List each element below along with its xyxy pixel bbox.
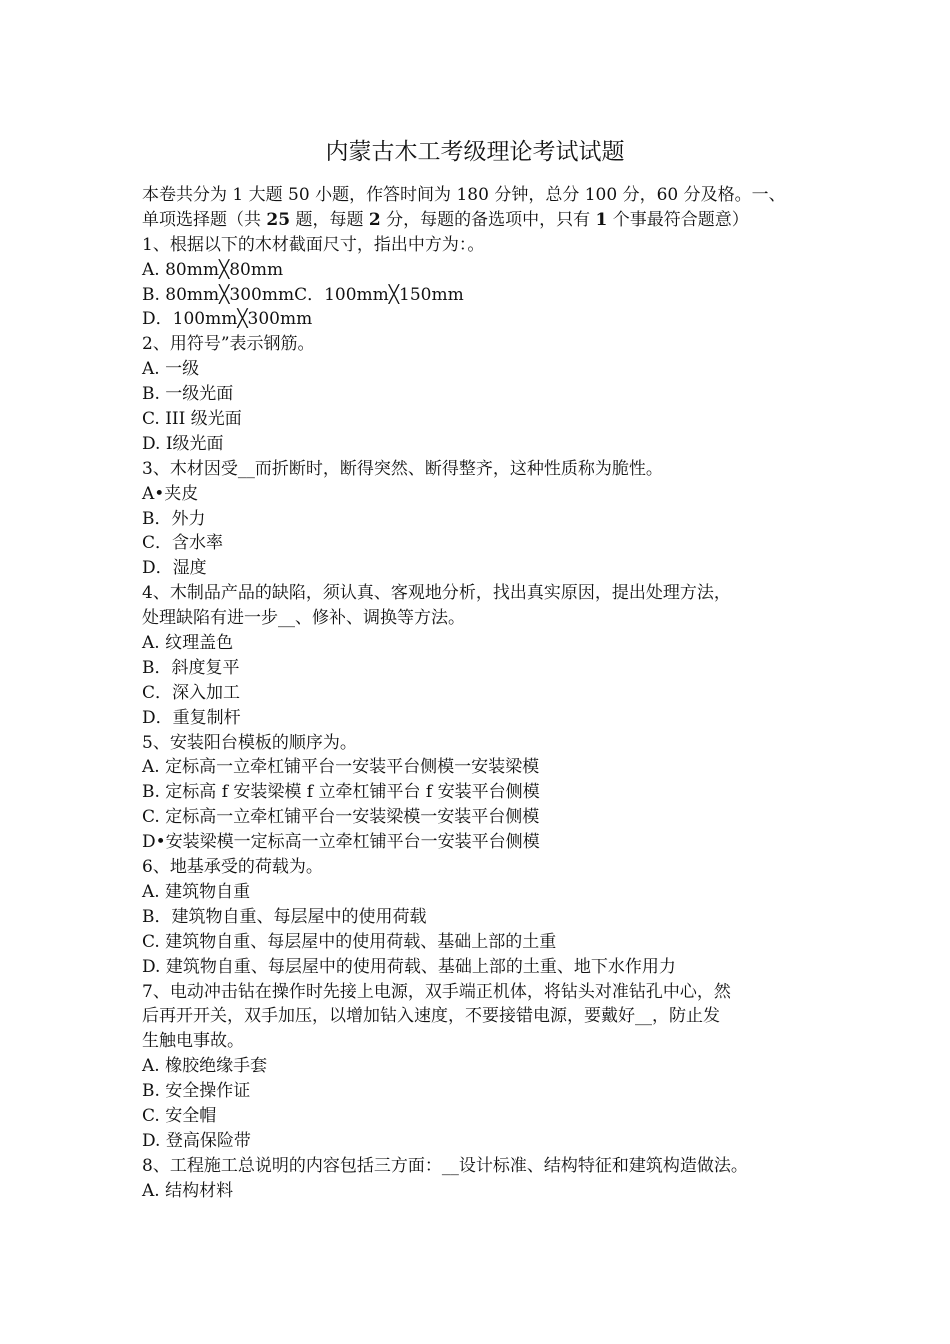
question-stem: 7、电动冲击钻在操作时先接上电源，双手端正机体，将钻头对准钻孔中心，然 [142,981,731,1002]
answer-option: B．建筑物自重、每层屋中的使用荷载 [142,906,427,927]
answer-option: D．重复制杆 [142,707,241,728]
answer-option: D. Ⅰ级光面 [142,433,224,454]
points-per-question: 2 [368,209,381,230]
question-stem-continued: 后再开开关，双手加压，以增加钻入速度，不要接错电源，要戴好__，防止发 [142,1006,720,1027]
answer-option: B. 一级光面 [142,384,234,405]
intro-line-1: 本卷共分为 1 大题 50 小题，作答时间为 180 分钟，总分 100 分，60 分及格。一、 [142,185,786,205]
answer-option: D．湿度 [142,558,207,579]
answer-option: C．深入加工 [142,682,241,703]
answer-option: C. 安全帽 [142,1105,217,1126]
answer-option: B. 定标高 f 安装梁模 f 立牵杠铺平台 f 安装平台侧模 [142,782,540,803]
answer-option: A. 一级 [142,359,200,380]
question-stem-continued: 生触电事故。 [142,1031,244,1052]
intro-text: 个事最符合题意） [607,209,749,230]
question-stem-continued: 处理缺陷有进一步__、修补、调换等方法。 [142,608,465,629]
answer-option: C. III 级光面 [142,409,242,430]
document-title: 内蒙古木工考级理论考试试题 [325,139,625,165]
answer-option: C．含水率 [142,533,224,554]
intro-text: 分，每题的备选项中，只有 [380,209,596,230]
correct-option-count: 1 [595,209,608,230]
question-stem: 5、安装阳台模板的顺序为。 [142,732,357,753]
answer-option: A. 结构材料 [142,1180,234,1201]
answer-option: A. 80mm╳80mm [142,259,284,280]
answer-option: A•夹皮 [142,483,199,504]
intro-line-2 [142,208,832,233]
question-count: 25 [266,209,291,230]
answer-option: D. 建筑物自重、每层屋中的使用荷载、基础上部的土重、地下水作用力 [142,956,676,977]
answer-option: A. 橡胶绝缘手套 [142,1056,268,1077]
question-stem: 3、木材因受__而折断时，断得突然、断得整齐，这种性质称为脆性。 [142,458,663,479]
answer-option: C. 建筑物自重、每层屋中的使用荷载、基础上部的土重 [142,931,557,952]
document-body [142,183,832,1204]
answer-option: D．100mm╳300mm [142,309,313,330]
answer-option: B. 80mm╳300mmC．100mm╳150mm [142,284,464,305]
intro-text: 题，每题 [290,209,369,230]
question-stem: 8、工程施工总说明的内容包括三方面：__设计标准、结构特征和建筑构造做法。 [142,1155,748,1176]
answer-option: D. 登高保险带 [142,1130,251,1151]
answer-option: A. 定标高一立牵杠铺平台一安装平台侧模一安装梁模 [142,757,540,778]
question-stem: 1、根据以下的木材截面尺寸，指出中方为：。 [142,234,485,255]
question-stem: 6、地基承受的荷载为。 [142,857,323,878]
intro-text: 单项选择题（共 [142,209,267,230]
question-stem: 4、木制品产品的缺陷，须认真、客观地分析，找出真实原因，提出处理方法， [142,583,731,604]
answer-option: D•安装梁模一定标高一立牵杠铺平台一安装平台侧模 [142,832,540,853]
answer-option: B. 安全操作证 [142,1081,251,1102]
answer-option: A. 纹理盖色 [142,633,234,654]
answer-option: A. 建筑物自重 [142,881,251,902]
answer-option: B．外力 [142,508,206,529]
question-stem: 2、用符号”表示钢筋。 [142,334,315,355]
answer-option: C. 定标高一立牵杠铺平台一安装梁模一安装平台侧模 [142,807,540,828]
answer-option: B．斜度复平 [142,657,240,678]
